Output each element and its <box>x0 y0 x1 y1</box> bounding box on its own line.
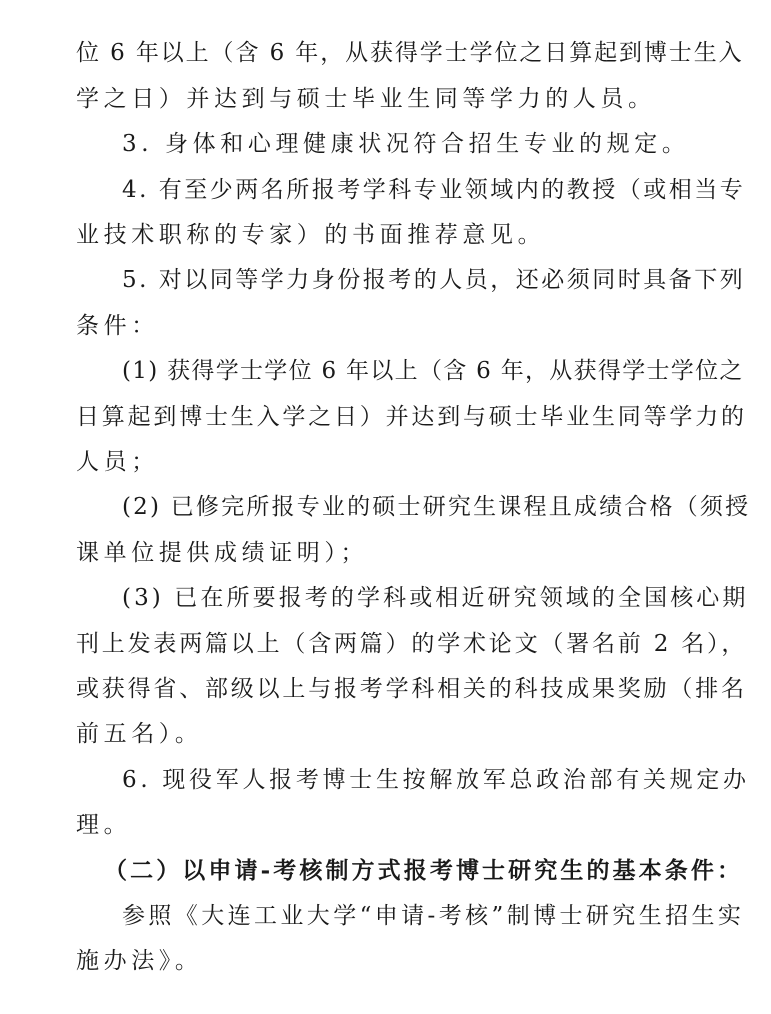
text-line: 条件： <box>76 313 159 339</box>
text-line: 6. 现役军人报考博士生按解放军总政治部有关规定办 <box>122 767 750 793</box>
section-heading: （二）以申请-考核制方式报考博士研究生的基本条件： <box>104 857 744 884</box>
text-line: 4. 有至少两名所报考学科专业领域内的教授（或相当专 <box>122 177 746 203</box>
text-line: 3. 身体和心理健康状况符合招生专业的规定。 <box>122 131 690 157</box>
text-line: (3) 已在所要报考的学科或相近研究领域的全国核心期 <box>122 585 749 611</box>
text-line: 参照《大连工业大学“申请-考核”制博士研究生招生实 <box>122 903 745 929</box>
text-line: 或获得省、部级以上与报考学科相关的科技成果奖励（排名 <box>76 676 747 702</box>
text-line: 人员； <box>76 449 159 475</box>
text-line: 业技术职称的专家）的书面推荐意见。 <box>76 222 546 248</box>
text-line: 施办法》。 <box>76 948 203 974</box>
text-line: 前五名）。 <box>76 721 203 747</box>
text-line: 刊上发表两篇以上（含两篇）的学术论文（署名前 2 名）， <box>76 631 748 657</box>
text-line: 日算起到博士生入学之日）并达到与硕士毕业生同等学力的 <box>76 404 747 430</box>
text-line: 5. 对以同等学力身份报考的人员，还必须同时具备下列 <box>122 267 746 293</box>
text-line: 理。 <box>76 812 132 838</box>
text-line: (1) 获得学士学位 6 年以上（含 6 年，从获得学士学位之 <box>122 358 744 384</box>
text-line: 学之日）并达到与硕士毕业生同等学力的人员。 <box>76 86 656 112</box>
text-line: 位 6 年以上（含 6 年，从获得学士学位之日算起到博士生入 <box>76 40 744 66</box>
text-line: (2) 已修完所报专业的硕士研究生课程且成绩合格（须授 <box>122 494 751 520</box>
text-line: 课单位提供成绩证明）； <box>76 540 369 566</box>
